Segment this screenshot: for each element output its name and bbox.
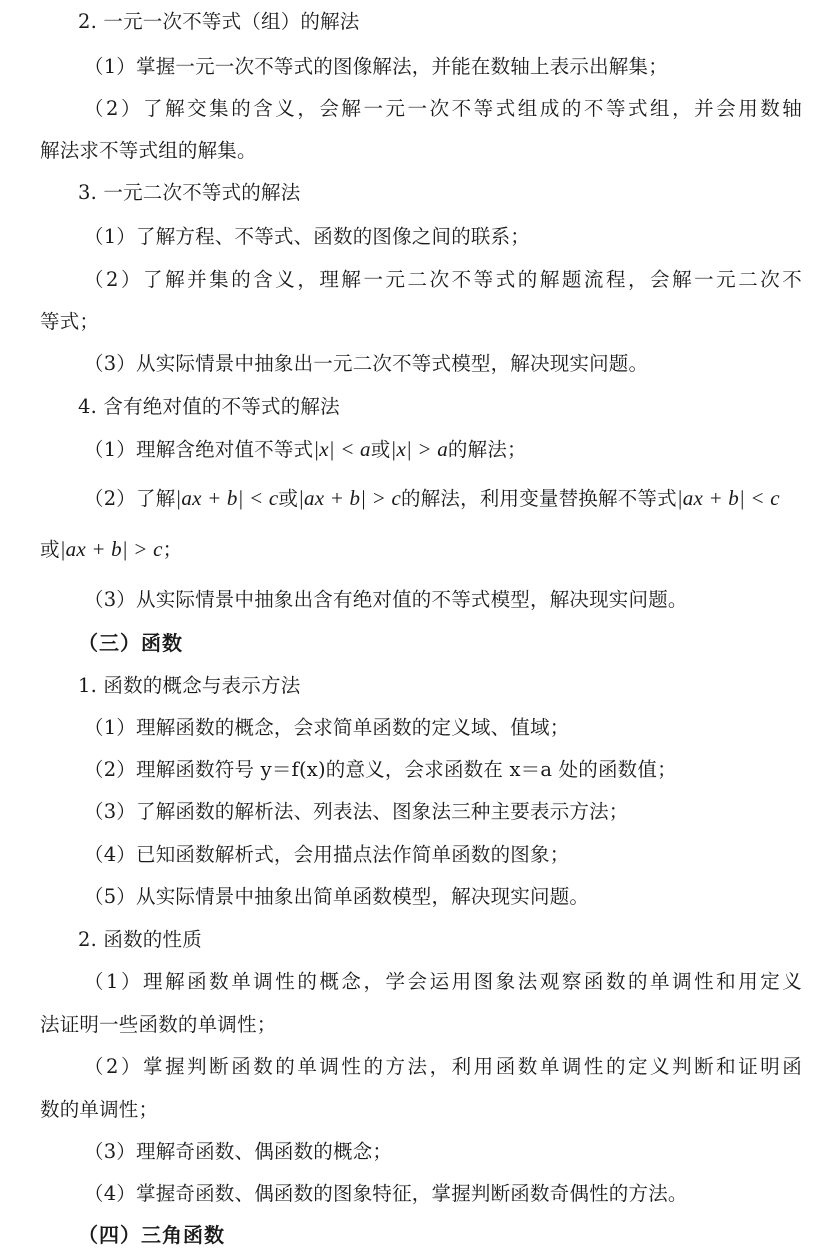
math-abs-axb-greater-c: |ax + b| > c	[59, 537, 163, 561]
item-monotonicity-concept-cont: 法证明一些函数的单调性；	[40, 1013, 277, 1036]
item-abs-linear-forms-cont	[40, 537, 810, 562]
item-union-meaning-cont: 等式；	[40, 310, 100, 333]
math-abs-x-less-a: |x| < a	[313, 437, 371, 461]
math-abs-x-greater-a: |x| > a	[390, 437, 448, 461]
item-function-domain-range: （1）理解函数的概念，会求简单函数的定义域、值域；	[84, 716, 570, 739]
heading-linear-inequality-solving: 2. 一元一次不等式（组）的解法	[78, 10, 360, 33]
heading-absolute-value-inequality: 4. 含有绝对值的不等式的解法	[78, 395, 340, 418]
item-function-model: （5）从实际情景中抽象出简单函数模型，解决现实问题。	[84, 885, 590, 908]
item-odd-even-concept: （3）理解奇函数、偶函数的概念；	[84, 1140, 393, 1163]
section-heading-trigonometric-functions: （四）三角函数	[78, 1223, 225, 1247]
item-intersection-meaning: （2）了解交集的含义，会解一元一次不等式组成的不等式组，并会用数轴	[84, 97, 802, 120]
item-abs-linear-forms	[84, 486, 840, 511]
heading-quadratic-inequality-solving: 3. 一元二次不等式的解法	[78, 181, 301, 204]
item-equation-function-relation: （1）了解方程、不等式、函数的图像之间的联系；	[84, 225, 531, 248]
item-text: ；	[162, 538, 183, 561]
item-text: 的解法，利用变量替换解不等式	[401, 487, 677, 510]
math-abs-axb-less-c: |ax + b| < c	[175, 486, 279, 510]
item-union-meaning: （2）了解并集的含义，理解一元二次不等式的解题流程，会解一元二次不	[84, 268, 802, 291]
item-quadratic-model: （3）从实际情景中抽象出一元二次不等式模型，解决现实问题。	[84, 352, 649, 375]
item-monotonicity-method: （2）掌握判断函数的单调性的方法，利用函数单调性的定义判断和证明函	[84, 1055, 802, 1078]
item-intersection-meaning-cont: 解法求不等式组的解集。	[40, 139, 257, 162]
item-abs-basic-forms	[84, 437, 840, 462]
item-linear-graph-method: （1）掌握一元一次不等式的图像解法，并能在数轴上表示出解集；	[84, 55, 668, 78]
heading-function-concept: 1. 函数的概念与表示方法	[78, 674, 301, 697]
item-function-plotting: （4）已知函数解析式，会用描点法作简单函数的图象；	[84, 843, 570, 866]
math-abs-axb-less-c: |ax + b| < c	[676, 486, 780, 510]
item-monotonicity-concept: （1）理解函数单调性的概念，学会运用图象法观察函数的单调性和用定义	[84, 970, 802, 993]
item-text: 或	[370, 438, 391, 461]
item-text: （1）理解含绝对值不等式	[84, 438, 314, 461]
item-abs-model: （3）从实际情景中抽象出含有绝对值的不等式模型，解决现实问题。	[84, 588, 688, 611]
item-function-representations: （3）了解函数的解析法、列表法、图象法三种主要表示方法；	[84, 800, 629, 823]
item-function-notation: （2）理解函数符号 y＝f(x)的意义，会求函数在 x＝a 处的函数值；	[84, 758, 677, 781]
item-text: 或	[278, 487, 299, 510]
item-text: 或	[40, 538, 60, 561]
item-monotonicity-method-cont: 数的单调性；	[40, 1098, 159, 1121]
heading-function-properties: 2. 函数的性质	[78, 928, 202, 951]
section-heading-functions: （三）函数	[78, 631, 183, 655]
math-abs-axb-greater-c: |ax + b| > c	[298, 486, 401, 510]
item-odd-even-graph: （4）掌握奇函数、偶函数的图象特征，掌握判断函数奇偶性的方法。	[84, 1182, 688, 1205]
item-text: （2）了解	[84, 487, 176, 510]
item-text: 的解法；	[447, 438, 527, 461]
